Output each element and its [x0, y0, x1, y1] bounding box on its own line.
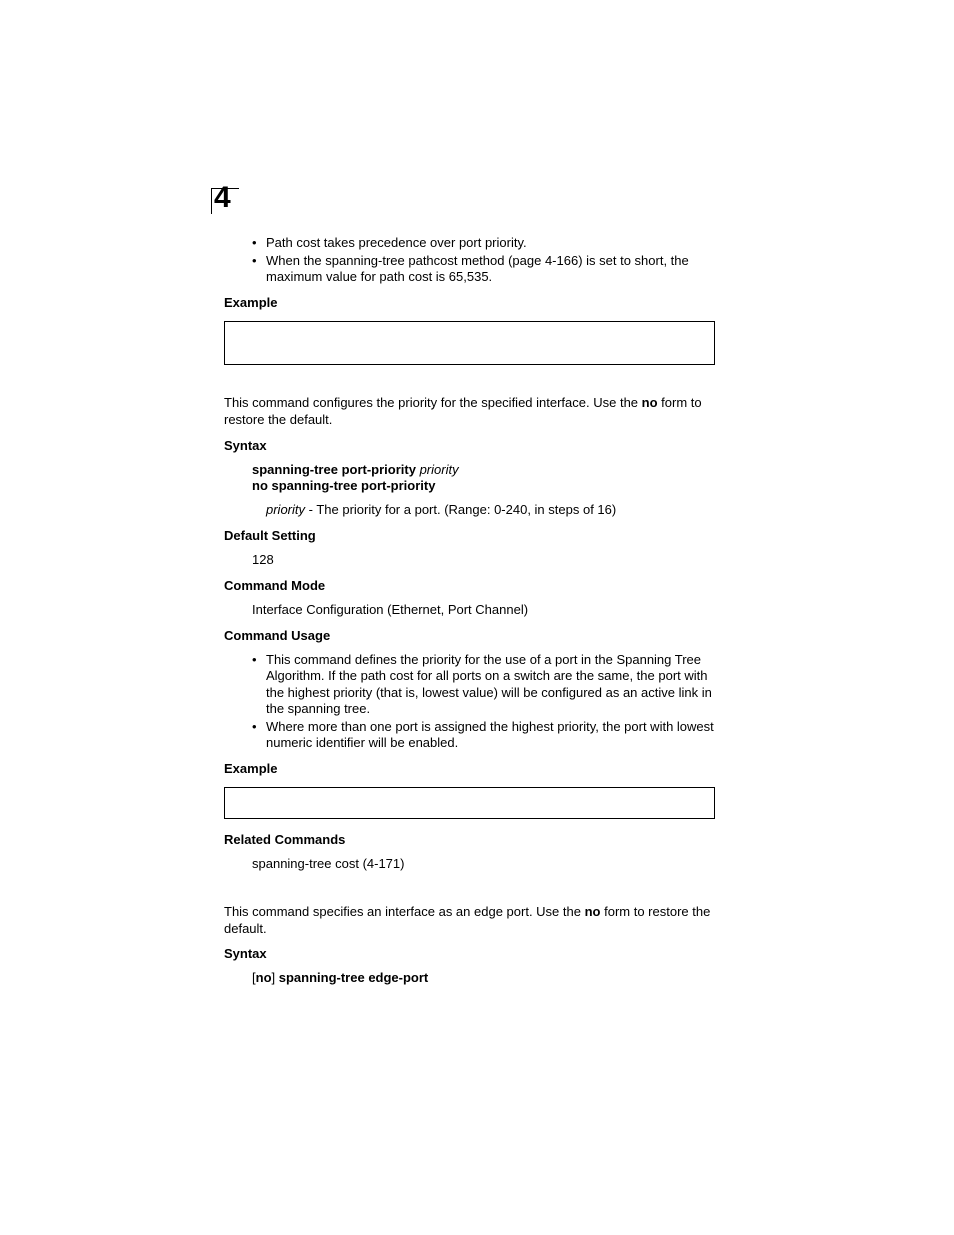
chapter-marker: [211, 181, 239, 214]
command-mode-value: Interface Configuration (Ethernet, Port Channel): [252, 602, 529, 617]
bullet-icon: •: [252, 652, 257, 667]
description-text: form to restore the default.: [224, 904, 711, 936]
edge-port-description: [224, 904, 716, 937]
bullet-text: When the spanning-tree pathcost method (page 4-166) is set to short, the maximum value for path cost is 65,535.: [266, 253, 689, 285]
bullet-text: Path cost takes precedence over port priority.: [266, 235, 527, 250]
syntax-heading: Syntax: [224, 438, 267, 453]
command-usage-heading: Command Usage: [224, 628, 331, 643]
related-commands-heading: Related Commands: [224, 832, 346, 847]
description-text: This command configures the priority for the specified interface. Use the: [224, 395, 642, 410]
syntax-line: [252, 970, 428, 985]
parameter-line: [266, 502, 616, 517]
bullet-text: This command defines the priority for the use of a port in the Spanning Tree Algorithm. If the path cost for all ports on a switch are the same, the port with the highest priority (that is, lowest value) will be configured as an active link in the spanning tree.: [266, 652, 712, 716]
description-text: This command specifies an interface as an edge port. Use the: [224, 904, 585, 919]
port-priority-description: [224, 395, 716, 428]
example-code-box: [224, 321, 715, 365]
syntax-line: [252, 462, 459, 477]
syntax-no-line: no spanning-tree port-priority: [252, 478, 436, 493]
example-heading: Example: [224, 295, 278, 310]
bullet-icon: •: [252, 719, 257, 734]
command-mode-heading: Command Mode: [224, 578, 326, 593]
description-bold-no: no: [584, 904, 601, 919]
syntax-no: no: [255, 970, 272, 985]
description-text: form to restore the default.: [224, 395, 702, 427]
chapter-number: 4: [214, 181, 231, 214]
bullet-text: Where more than one port is assigned the highest priority, the port with lowest numeric identifier will be enabled.: [266, 719, 714, 751]
example-heading: Example: [224, 761, 278, 776]
syntax-bracket: ]: [271, 970, 279, 985]
parameter-description: - The priority for a port. (Range: 0-240, in steps of 16): [305, 502, 617, 517]
default-setting-value: 128: [252, 552, 274, 567]
default-setting-heading: Default Setting: [224, 528, 316, 543]
description-bold-no: no: [641, 395, 658, 410]
syntax-bracket: [: [252, 970, 256, 985]
related-command-link[interactable]: spanning-tree cost (4-171): [252, 856, 405, 871]
bullet-icon: •: [252, 235, 257, 250]
syntax-command: spanning-tree edge-port: [278, 970, 429, 985]
syntax-command: spanning-tree port-priority: [252, 462, 416, 477]
parameter-name: priority: [266, 502, 306, 517]
bullet-icon: •: [252, 253, 257, 268]
syntax-argument: priority: [419, 462, 459, 477]
example-code-box: [224, 787, 715, 819]
syntax-heading: Syntax: [224, 946, 267, 961]
